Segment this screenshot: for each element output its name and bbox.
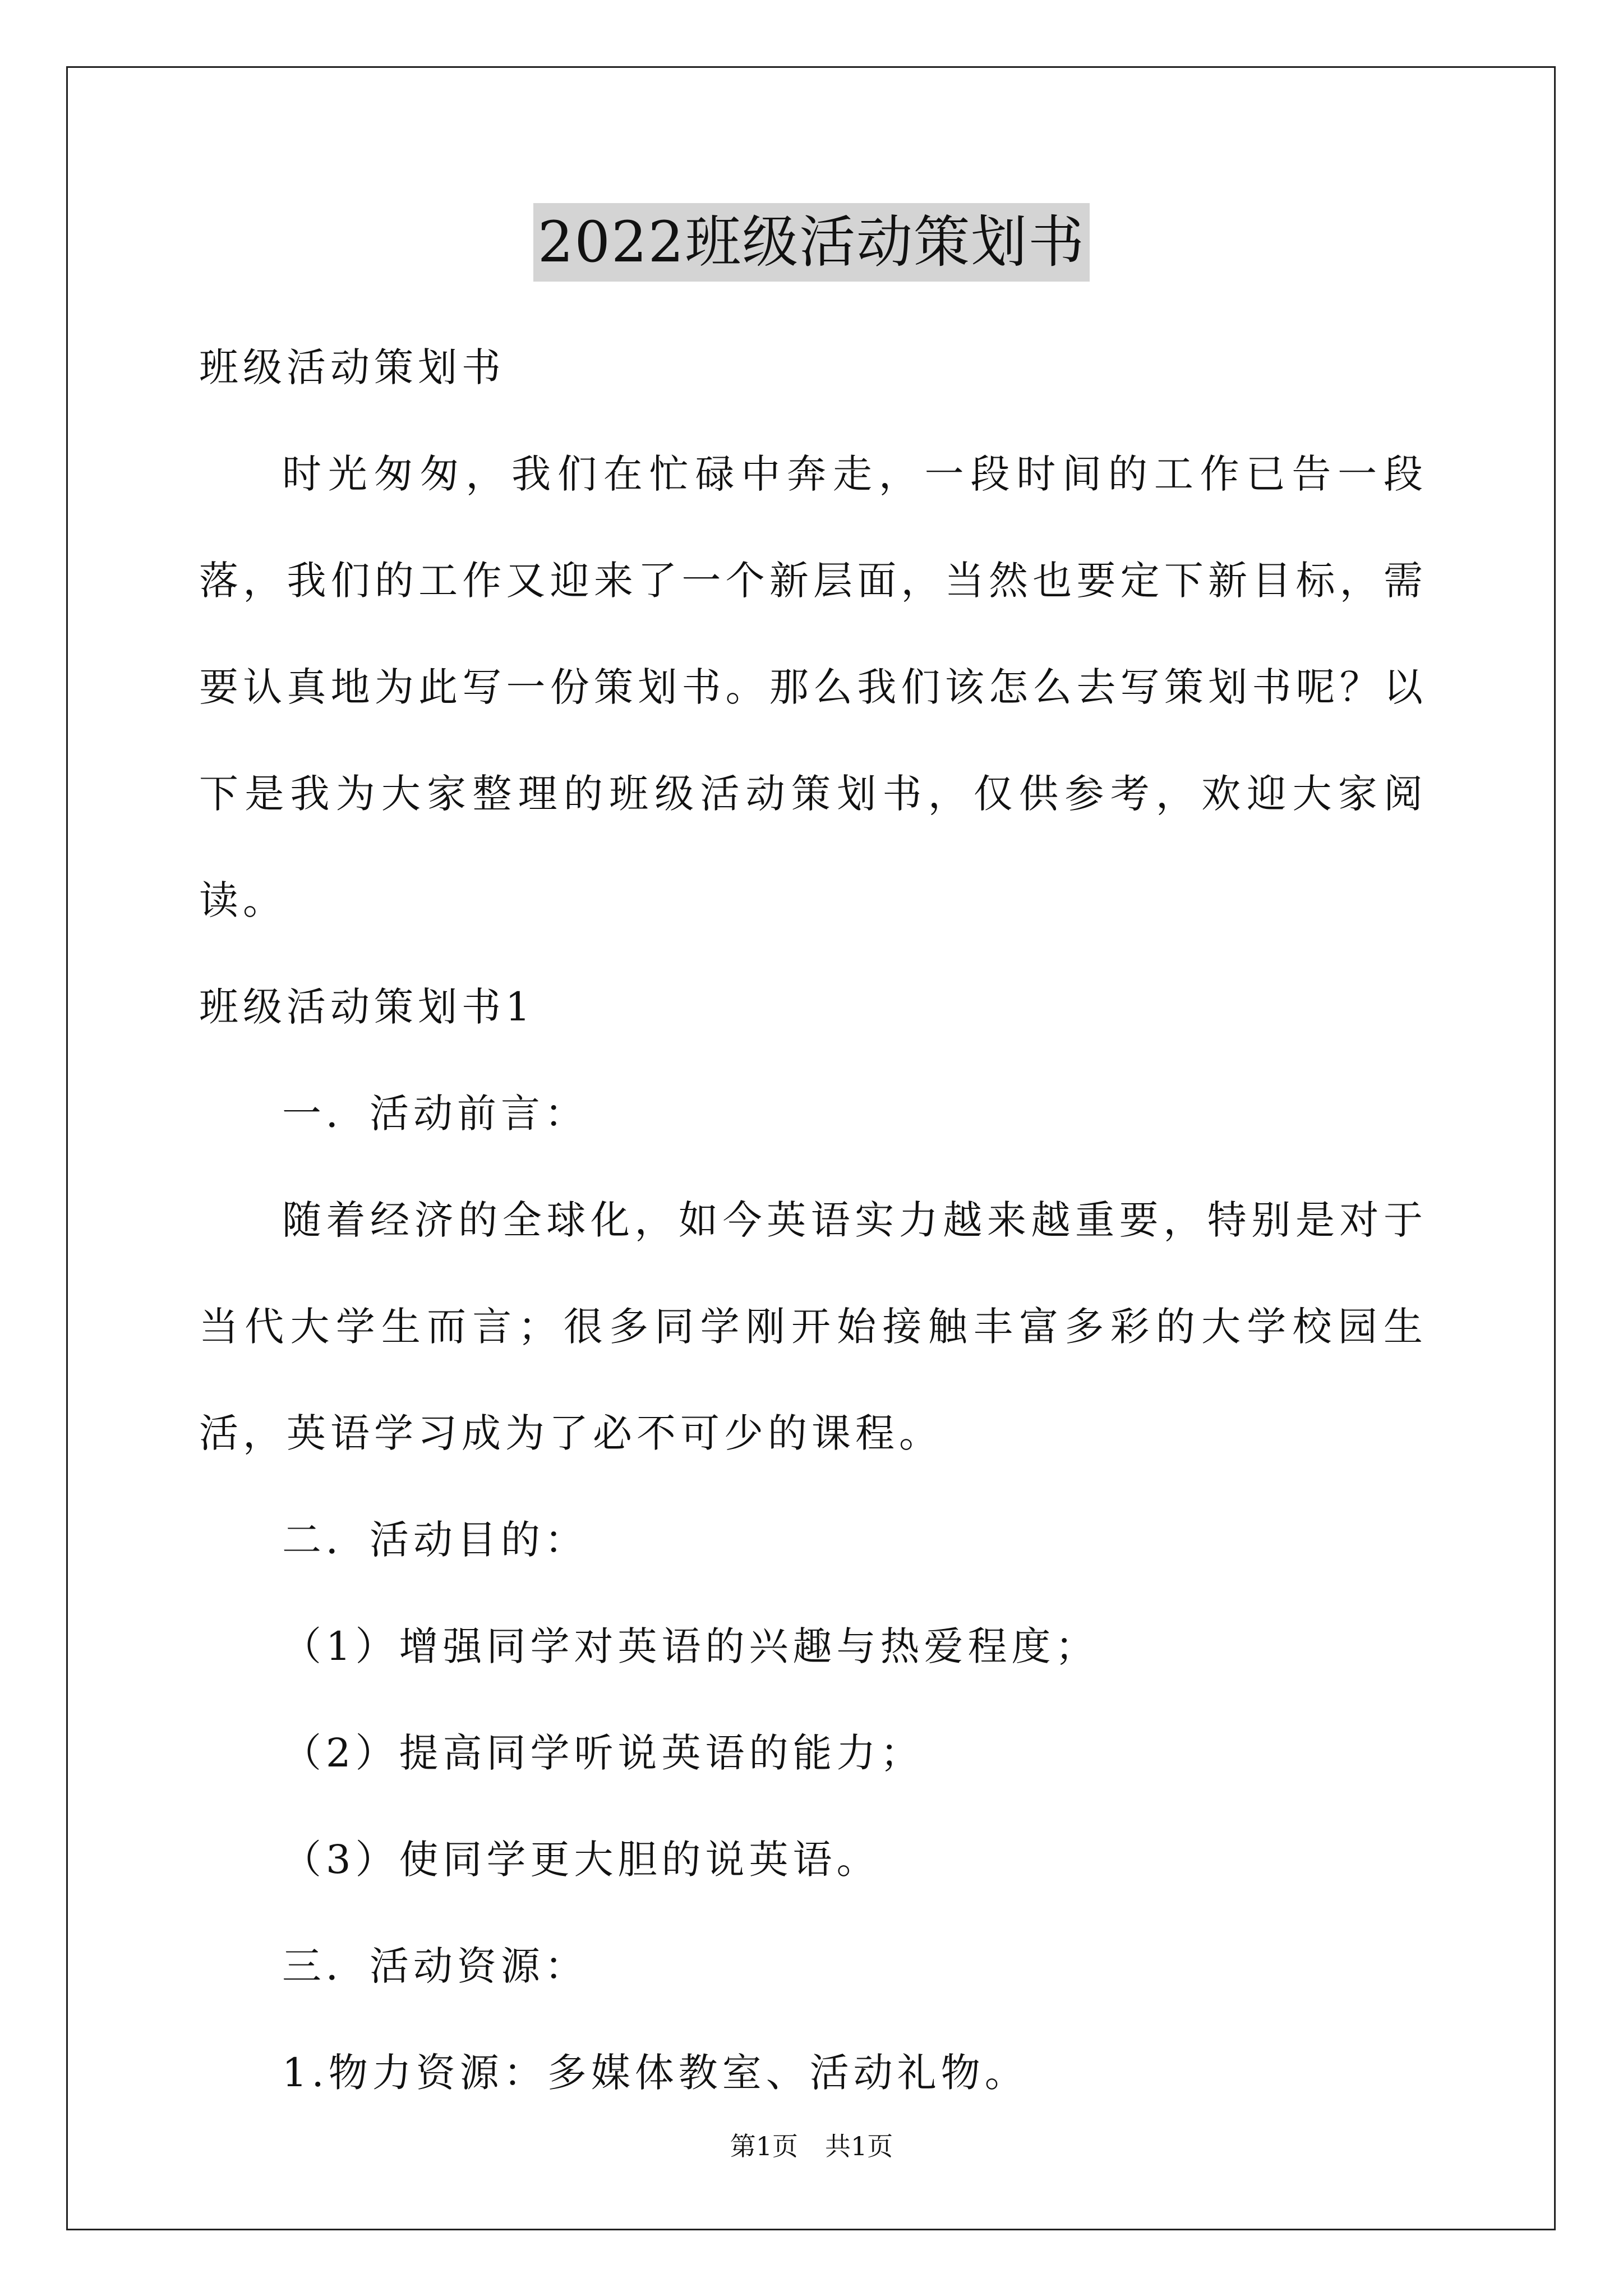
document-body	[199, 314, 1427, 2126]
heading-activity-purpose: 二．活动目的：	[282, 1517, 588, 1563]
purpose-item-1: （1）增强同学对英语的兴趣与热爱程度；	[282, 1623, 1099, 1669]
page-number-total: 共1页	[825, 2131, 893, 2161]
document-title: 2022班级活动策划书	[533, 203, 1090, 282]
page-footer	[0, 2129, 1623, 2163]
heading-activity-preface: 一．活动前言：	[282, 1091, 588, 1137]
page-number-current: 第1页	[730, 2131, 798, 2161]
subtitle-paragraph: 班级活动策划书	[199, 344, 505, 390]
purpose-item-2: （2）提高同学听说英语的能力；	[282, 1730, 924, 1776]
resources-item-1: 1.物力资源：多媒体教室、活动礼物。	[282, 2050, 1029, 2096]
title-container	[0, 203, 1623, 282]
heading-activity-resources: 三．活动资源：	[282, 1943, 588, 1989]
purpose-item-3: （3）使同学更大胆的说英语。	[282, 1837, 880, 1883]
preface-paragraph: 随着经济的全球化，如今英语实力越来越重要，特别是对于当代大学生而言；很多同学刚开始接触丰富多彩的大学校园生活，英语学习成为了必不可少的课程。	[199, 1197, 1427, 1456]
section-heading: 班级活动策划书1	[199, 984, 535, 1030]
intro-paragraph: 时光匆匆，我们在忙碌中奔走，一段时间的工作已告一段落，我们的工作又迎来了一个新层面，当然也要定下新目标，需要认真地为此写一份策划书。那么我们该怎么去写策划书呢？以下是我为大家整理的班级活动策划书，仅供参考，欢迎大家阅读。	[199, 451, 1427, 923]
